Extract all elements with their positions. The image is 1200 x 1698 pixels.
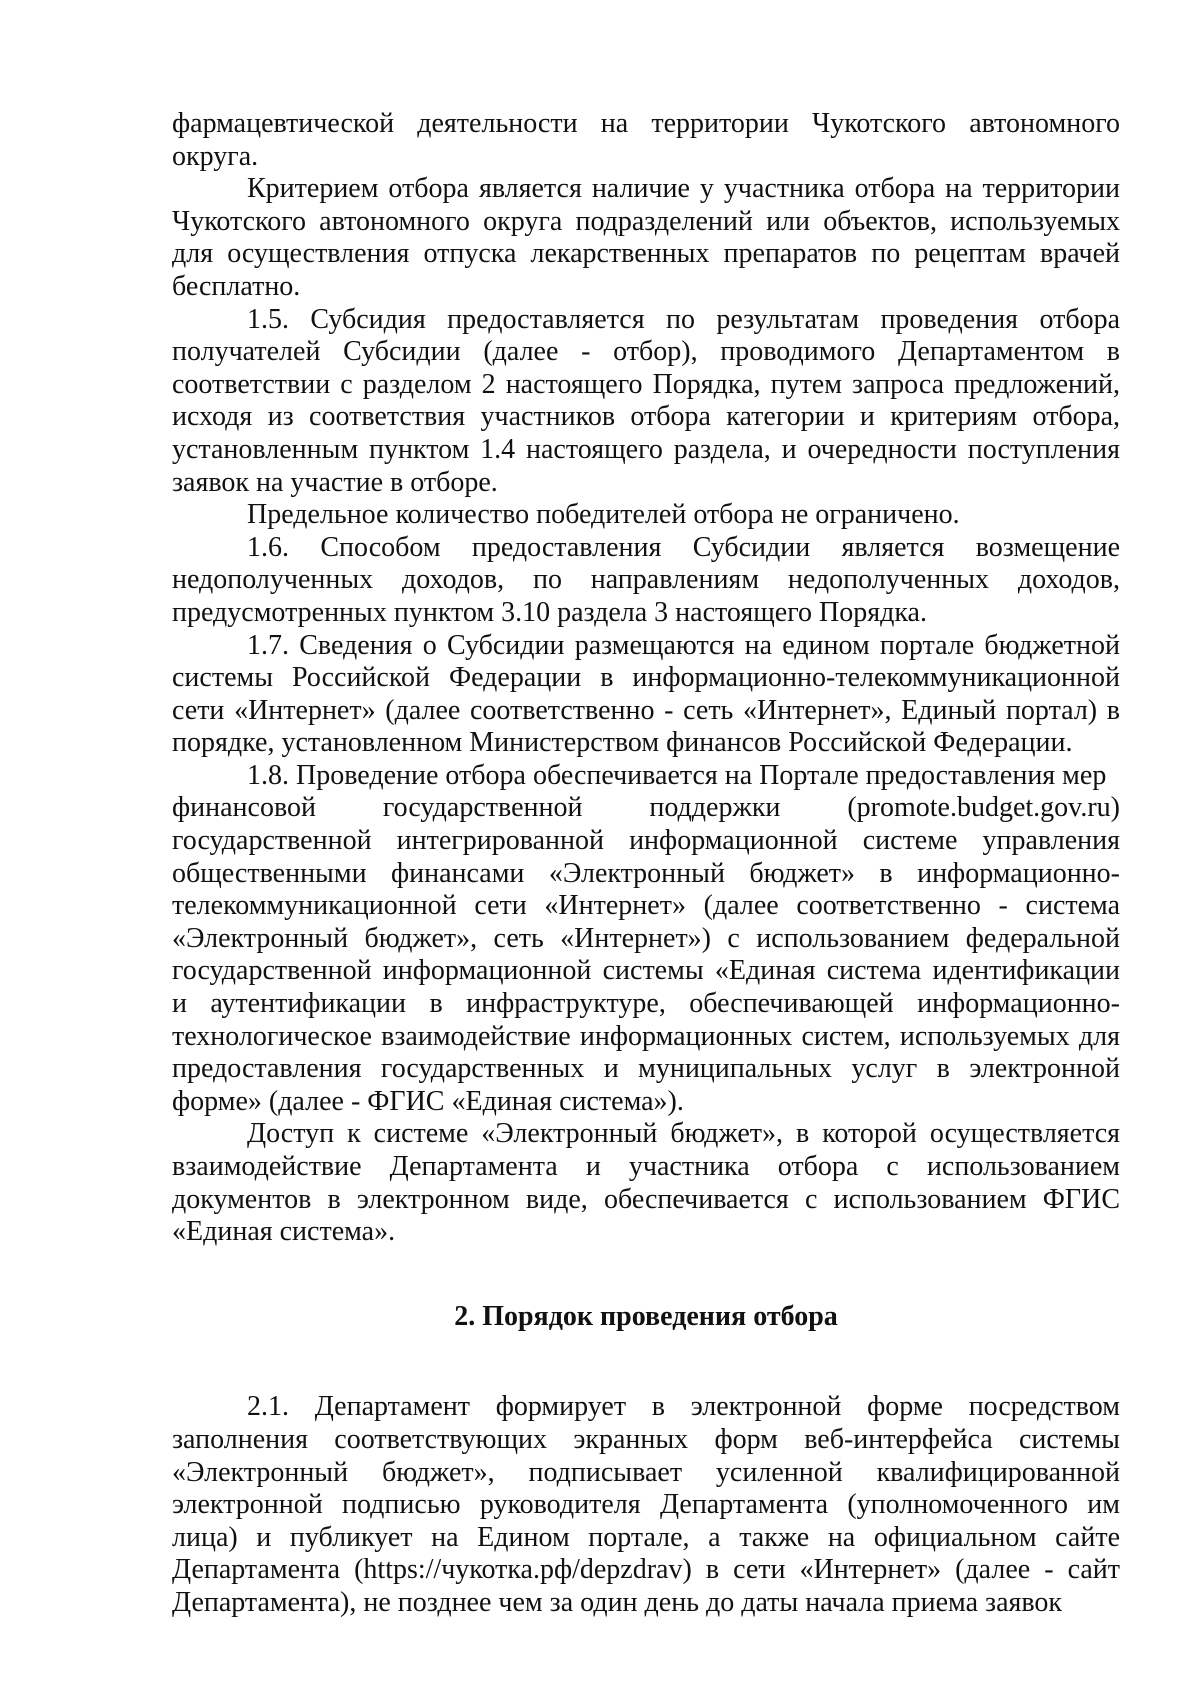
paragraph-1-5: 1.5. Субсидия предоставляется по результатам проведения отбора получателей Субсидии (далее - отбор), проводимого Департаментом в соответствии с разделом 2 настоящего Порядка, путем запроса предложений, исходя из соответствия участников отбора категории и критериям отбора, установленным пунктом 1.4 настоящего раздела, и очередности поступления заявок на участие в отборе. — [172, 303, 1120, 498]
paragraph-1-6: 1.6. Способом предоставления Субсидии является возмещение недополученных доходов, по направлениям недополученных доходов, предусмотренных пунктом 3.10 раздела 3 настоящего Порядка. — [172, 531, 1120, 628]
paragraph-1-8-line-2 — [172, 792, 1120, 825]
paragraph-selection-criterion: Критерием отбора является наличие у участника отбора на территории Чукотского автономного округа подразделений или объектов, используемых для осуществления отпуска лекарственных препаратов по рецептам врачей бесплатно. — [172, 173, 1120, 302]
word-financial: финансовой — [172, 792, 316, 824]
paragraph-1-8-line-1: 1.8. Проведение отбора обеспечивается на Портале предоставления мер — [247, 759, 1107, 791]
word-state: государственной — [382, 792, 583, 824]
portal-url: (promote.budget.gov.ru) — [847, 792, 1120, 824]
paragraph-system-access: Доступ к системе «Электронный бюджет», в которой осуществляется взаимодействие Департамента и участника отбора с использованием документов в электронном виде, обеспечивается с использованием ФГИС «Единая система». — [172, 1118, 1120, 1248]
paragraph-1-8 — [172, 760, 1120, 1119]
paragraph-pharma-continuation: фармацевтической деятельности на территории Чукотского автономного округа. — [172, 108, 1120, 172]
word-support: поддержки — [649, 792, 781, 824]
section-heading: 2. Порядок проведения отбора — [454, 1300, 838, 1332]
paragraph-1-7: 1.7. Сведения о Субсидии размещаются на едином портале бюджетной системы Российской Федерации в информационно-телекоммуникационной сети «Интернет» (далее соответственно - сеть «Интернет», Единый портал) в порядке, установленном Министерством финансов Российской Федерации. — [172, 629, 1120, 759]
paragraph-1-8-rest: государственной интегрированной информационной системе управления общественными финансами «Электронный бюджет» в информационно-телекоммуникационной сети «Интернет» (далее соответственно - система «Электронный бюджет», сеть «Интернет») с использованием федеральной государственной информационной системы «Единая система идентификации и аутентификации в инфраструктуре, обеспечивающей информационно-технологическое взаимодействие информационных систем, используемых для предоставления государственных и муниципальных услуг в электронной форме» (далее - ФГИС «Единая система»). — [172, 825, 1120, 1117]
paragraph-2-1: 2.1. Департамент формирует в электронной форме посредством заполнения соответствующих экранных форм веб-интерфейса системы «Электронный бюджет», подписывает усиленной квалифицированной электронной подписью руководителя Департамента (уполномоченного им лица) и публикует на Едином портале, а также на официальном сайте Департамента (https://чукотка.рф/depzdrav) в сети «Интернет» (далее - сайт Департамента), не позднее чем за один день до даты начала приема заявок — [172, 1391, 1120, 1618]
paragraph-winners-limit: Предельное количество победителей отбора не ограничено. — [247, 499, 960, 531]
document-page — [172, 108, 1120, 1620]
